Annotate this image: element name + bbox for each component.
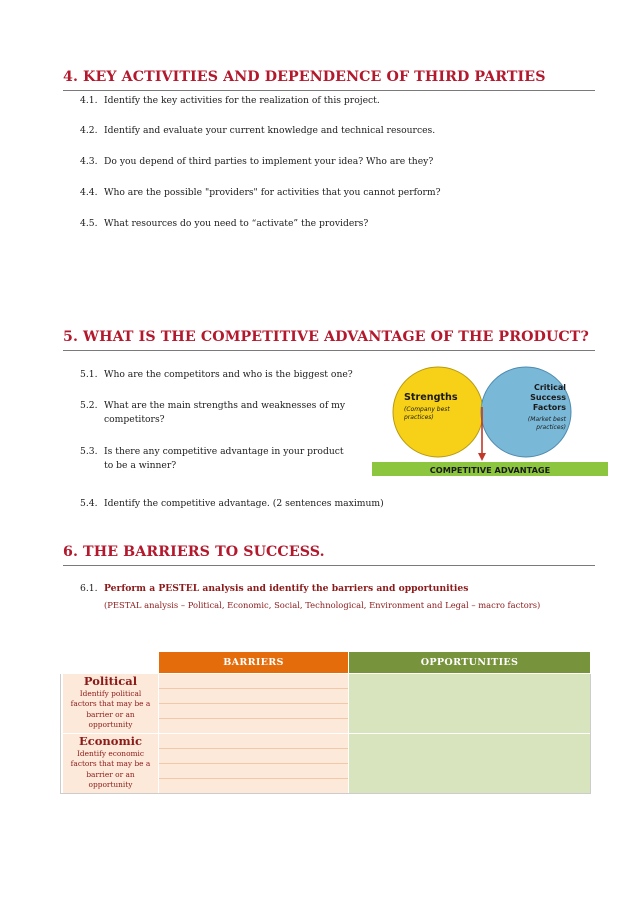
question-text: Who are the competitors and who is the biggest one? xyxy=(104,369,353,380)
csf-sub-1: (Market best xyxy=(527,416,566,423)
economic-label-cell xyxy=(63,734,158,793)
row-desc-2: factors that may be a xyxy=(70,699,151,709)
question-5-4 xyxy=(80,497,384,511)
question-text: Identify the competitive advantage. (2 sentences maximum) xyxy=(104,498,384,509)
row-divider xyxy=(159,718,348,719)
row-divider xyxy=(159,778,348,779)
question-text: Do you depend of third parties to implement your idea? Who are they? xyxy=(104,156,434,167)
question-6-1 xyxy=(80,582,468,596)
table-right-border xyxy=(590,674,591,794)
pestel-note: (PESTAL analysis – Political, Economic, Social, Technological, Environment and Legal – macro factors) xyxy=(104,600,541,610)
csf-label-2: Success xyxy=(530,393,566,402)
question-5-1 xyxy=(80,368,353,382)
row-desc-4: opportunity xyxy=(88,719,133,729)
csf-label-1: Critical xyxy=(533,383,566,392)
arrow-down-icon xyxy=(478,453,486,461)
question-text: What resources do you need to “activate” the providers? xyxy=(104,218,369,229)
row-desc-2: factors that may be a xyxy=(70,759,151,769)
question-number: 4.4. xyxy=(80,187,98,198)
row-desc-3: barrier or an xyxy=(86,769,135,779)
question-text: Identify and evaluate your current knowledge and technical resources. xyxy=(104,125,436,136)
table-bottom-border xyxy=(60,793,591,794)
row-divider xyxy=(159,763,348,764)
question-text-continued: to be a winner? xyxy=(104,460,177,471)
opportunities-header: OPPORTUNITIES xyxy=(349,652,590,673)
strengths-sub-1: (Company best xyxy=(404,406,450,413)
barriers-header: BARRIERS xyxy=(159,652,348,673)
strengths-label: Strengths xyxy=(404,392,458,403)
question-number: 5.2. xyxy=(80,400,98,411)
row-title: Political xyxy=(83,674,138,688)
political-label-cell xyxy=(63,674,158,733)
section-4-rule xyxy=(63,90,595,91)
row-desc-3: barrier or an xyxy=(86,709,135,719)
question-5-3 xyxy=(80,445,344,473)
row-divider xyxy=(159,688,348,689)
bar-label: COMPETITIVE ADVANTAGE xyxy=(429,465,551,475)
question-number: 4.1. xyxy=(80,95,98,106)
question-5-2 xyxy=(80,399,345,427)
question-text: Who are the possible "providers" for activities that you cannot perform? xyxy=(104,187,441,198)
pestel-table xyxy=(60,652,590,794)
question-4-5 xyxy=(80,217,368,231)
question-4-3 xyxy=(80,155,433,169)
question-number: 5.3. xyxy=(80,446,98,457)
section-6-rule xyxy=(63,565,595,566)
row-desc-1: Identify political xyxy=(79,689,142,698)
row-title: Economic xyxy=(78,734,142,748)
section-5-rule xyxy=(63,350,595,351)
question-number: 4.5. xyxy=(80,218,98,229)
section-6-heading: 6. THE BARRIERS TO SUCCESS. xyxy=(63,544,325,560)
question-text: Identify the key activities for the realization of this project. xyxy=(104,95,380,106)
question-text: Perform a PESTEL analysis and identify the barriers and opportunities xyxy=(104,583,469,594)
question-number: 4.2. xyxy=(80,125,98,136)
question-4-1 xyxy=(80,94,380,108)
section-4-heading: 4. KEY ACTIVITIES AND DEPENDENCE OF THIRD PARTIES xyxy=(63,69,546,85)
question-number: 5.1. xyxy=(80,369,98,380)
question-text: Is there any competitive advantage in your product xyxy=(104,446,344,457)
row-divider xyxy=(159,748,348,749)
row-divider xyxy=(159,703,348,704)
critical-success-factors-circle xyxy=(481,367,571,457)
question-number: 6.1. xyxy=(80,583,98,594)
competitive-advantage-diagram xyxy=(370,365,610,483)
question-number: 5.4. xyxy=(80,498,98,509)
question-text: What are the main strengths and weaknesses of my xyxy=(104,400,346,411)
row-desc-1: Identify economic xyxy=(76,749,145,758)
economic-opportunities-cell[interactable] xyxy=(349,734,590,793)
csf-sub-2: practices) xyxy=(536,424,566,431)
row-desc-4: opportunity xyxy=(88,779,133,789)
csf-label-3: Factors xyxy=(532,403,566,412)
table-left-border xyxy=(60,674,61,794)
question-text-continued: competitors? xyxy=(104,414,165,425)
question-4-4 xyxy=(80,186,441,200)
question-4-2 xyxy=(80,124,435,138)
political-opportunities-cell[interactable] xyxy=(349,674,590,733)
question-number: 4.3. xyxy=(80,156,98,167)
strengths-sub-2: practices) xyxy=(404,414,434,421)
section-5-heading: 5. WHAT IS THE COMPETITIVE ADVANTAGE OF THE PRODUCT? xyxy=(63,329,589,345)
